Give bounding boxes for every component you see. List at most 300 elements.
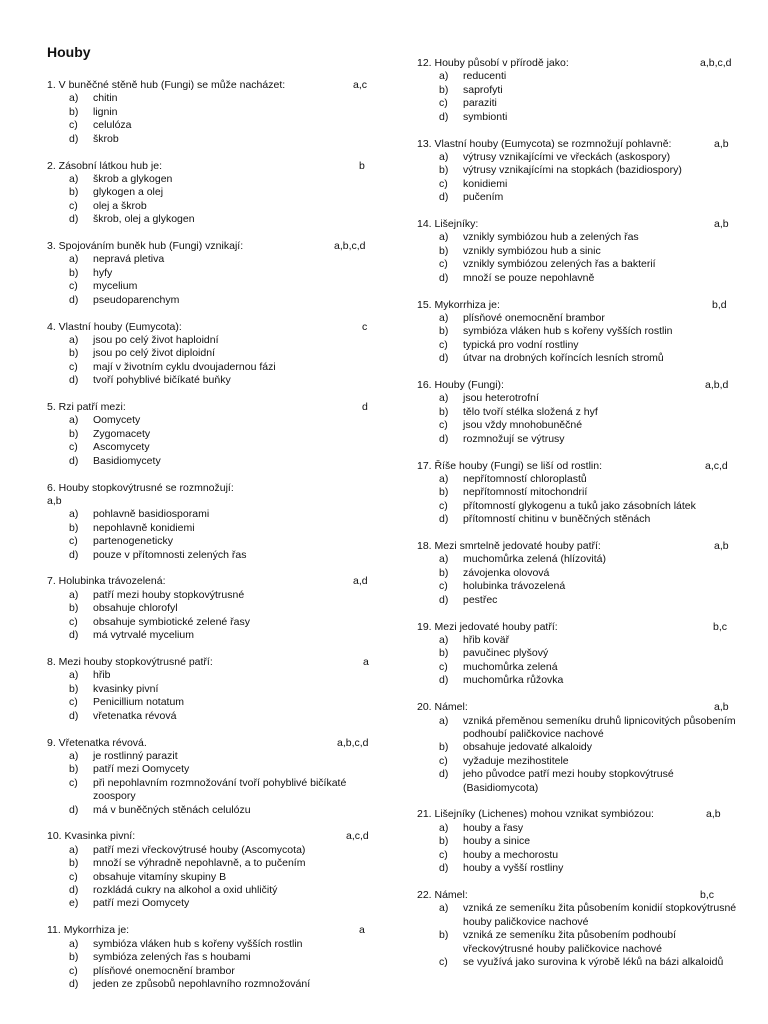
question-label: 22. Námel: — [417, 888, 468, 901]
option-item — [47, 804, 372, 817]
question-text — [417, 621, 747, 634]
answer-key: c — [362, 320, 368, 333]
option-text: se využívá jako surovina k výrobě léků na bázi alkaloidů — [463, 955, 724, 968]
option-letter: b) — [439, 164, 449, 177]
option-text: mají v životním cyklu dvoujadernou fázi — [93, 360, 276, 373]
option-letter: c) — [69, 199, 78, 212]
option-text: patří mezi houby stopkovýtrusné — [93, 588, 245, 601]
option-text: vřetenatka révová — [93, 709, 177, 722]
option-letter: d) — [439, 271, 449, 284]
option-item — [417, 111, 747, 124]
option-text: Penicillium notatum — [93, 696, 185, 709]
option-text: rozkládá cukry na alkohol a oxid uhličitý — [93, 884, 278, 897]
option-letter: c) — [69, 360, 78, 373]
option-text: škrob, olej a glykogen — [93, 213, 195, 226]
option-item — [417, 419, 747, 432]
option-letter: b) — [439, 929, 449, 942]
question-text — [47, 401, 372, 414]
option-letter: a) — [439, 150, 449, 163]
question-text — [417, 540, 747, 553]
option-letter: c) — [69, 696, 78, 709]
answer-key: a,c — [353, 79, 368, 91]
option-text: pouze v přítomnosti zelených řas — [93, 548, 247, 561]
option-item — [47, 441, 372, 454]
option-text: pučením — [463, 191, 504, 204]
option-letter: d) — [439, 862, 449, 875]
option-item — [417, 567, 747, 580]
option-letter: a) — [439, 70, 449, 83]
option-letter: c) — [439, 955, 448, 968]
question-label: 3. Spojováním buněk hub (Fungi) vznikají: — [47, 240, 244, 253]
option-text: vzniká přeměnou semeníku druhů lipnicovitých působením podhoubí paličkovice nachové — [463, 714, 736, 740]
option-item — [417, 392, 747, 405]
option-letter: c) — [439, 660, 448, 673]
option-text: kvasinky pivní — [93, 682, 159, 695]
option-item — [417, 84, 747, 97]
option-item — [47, 428, 372, 441]
option-text: jeden ze způsobů nepohlavního rozmnožování — [93, 977, 311, 990]
question-label: 15. Mykorrhiza je: — [417, 298, 500, 311]
question-label: 20. Námel: — [417, 701, 468, 714]
option-letter: b) — [69, 427, 79, 440]
option-letter: c) — [439, 754, 448, 767]
option-letter: d) — [69, 293, 79, 306]
option-item — [47, 280, 372, 293]
option-text: obsahuje jedovaté alkaloidy — [463, 741, 593, 754]
option-item — [47, 267, 372, 280]
option-item — [417, 339, 747, 352]
option-letter: a) — [69, 843, 79, 856]
option-letter: a) — [69, 508, 79, 521]
option-item — [47, 535, 372, 548]
option-text: vyžaduje mezihostitele — [463, 754, 569, 767]
option-text: muchomůrka zelená (hlízovitá) — [463, 553, 606, 566]
answer-key: a — [359, 924, 365, 937]
option-item — [417, 500, 747, 513]
option-letter: b) — [69, 602, 79, 615]
answer-key: a,b — [714, 701, 729, 714]
option-text: přítomností glykogenu a tuků jako zásobních látek — [463, 499, 696, 512]
option-text: partenogeneticky — [93, 535, 173, 548]
option-letter: c) — [439, 97, 448, 110]
option-text: jsou po celý život diploidní — [93, 347, 215, 360]
option-item — [47, 897, 372, 910]
option-text: patří mezi Oomycety — [93, 763, 190, 776]
option-item — [417, 486, 747, 499]
option-text: útvar na drobných koříncích lesních stromů — [463, 352, 664, 365]
option-item — [47, 92, 372, 105]
option-text: škrob a glykogen — [93, 172, 173, 185]
option-letter: a) — [439, 311, 449, 324]
option-text: konidiemi — [463, 177, 508, 190]
option-letter: d) — [69, 977, 79, 990]
option-item — [417, 580, 747, 593]
option-item — [417, 715, 747, 742]
option-letter: b) — [439, 647, 449, 660]
option-letter: a) — [69, 588, 79, 601]
option-item — [47, 361, 372, 374]
option-item — [47, 173, 372, 186]
question-text — [417, 889, 747, 902]
option-text: jsou po celý život haploidní — [93, 333, 219, 346]
option-letter: c) — [439, 338, 448, 351]
option-item — [47, 696, 372, 709]
question-text — [47, 924, 372, 937]
option-text: vznikly symbiózou hub a zelených řas — [463, 231, 639, 244]
option-item — [47, 200, 372, 213]
option-text: symbionti — [463, 110, 508, 123]
question-label: 10. Kvasinka pivní: — [47, 830, 136, 843]
option-text: přítomností chitinu v buněčných stěnách — [463, 513, 651, 526]
question-block — [47, 482, 372, 562]
answer-key: a,b — [706, 808, 721, 821]
option-text: nepřítomností chloroplastů — [463, 472, 587, 485]
option-text: houby a řasy — [463, 821, 524, 834]
option-item — [417, 513, 747, 526]
option-text: množí se pouze nepohlavně — [463, 271, 595, 284]
option-item — [47, 777, 372, 804]
option-text: vznikly symbiózou hub a sinic — [463, 244, 601, 257]
option-text: symbióza vláken hub s kořeny vyšších rostlin — [93, 937, 303, 950]
option-letter: a) — [439, 634, 449, 646]
option-text: muchomůrka růžovka — [463, 674, 564, 687]
question-block — [417, 379, 747, 446]
option-item — [47, 938, 372, 951]
question-block — [417, 218, 747, 285]
option-item — [417, 245, 747, 258]
option-letter: a) — [439, 553, 449, 566]
option-text: obsahuje symbiotické zelené řasy — [93, 615, 250, 628]
answer-key: a,b — [714, 137, 729, 150]
option-item — [47, 669, 372, 682]
option-letter: c) — [69, 441, 78, 454]
question-block — [417, 540, 747, 607]
option-letter: a) — [69, 333, 79, 346]
option-letter: a) — [439, 472, 449, 485]
question-label: 9. Vřetenatka révová. — [47, 736, 147, 749]
option-text: hřib — [93, 669, 111, 682]
question-block — [417, 460, 747, 527]
option-item — [47, 253, 372, 266]
answer-key: b,c — [713, 620, 728, 633]
question-text — [47, 656, 372, 669]
question-text — [47, 79, 372, 92]
option-item — [47, 213, 372, 226]
option-item — [417, 822, 747, 835]
option-item — [417, 178, 747, 191]
option-item — [417, 929, 747, 956]
option-text: typická pro vodní rostliny — [463, 338, 579, 351]
question-block — [47, 321, 372, 388]
answer-key: a,b,d — [705, 379, 729, 392]
option-letter: b) — [439, 83, 449, 96]
answer-key: a,b,c,d — [334, 240, 366, 253]
option-letter: c) — [69, 119, 78, 132]
option-item — [417, 647, 747, 660]
option-letter: b) — [69, 105, 79, 118]
option-letter: b) — [69, 347, 79, 360]
option-item — [417, 151, 747, 164]
option-letter: b) — [69, 682, 79, 695]
option-item — [417, 406, 747, 419]
option-item — [417, 661, 747, 674]
option-text: obsahuje chlorofyl — [93, 602, 178, 615]
option-letter: a) — [439, 392, 449, 405]
question-text — [417, 218, 747, 231]
option-text: tvoří pohyblivé bičíkaté buňky — [93, 374, 231, 387]
option-text: vzniká ze semeníku žita působením konidií stopkovýtrusné houby paličkovice nachové — [463, 902, 737, 928]
question-label: 8. Mezi houby stopkovýtrusné patří: — [47, 656, 213, 668]
question-text — [417, 138, 747, 151]
option-item — [47, 965, 372, 978]
option-letter: c) — [439, 848, 448, 861]
option-letter: d) — [439, 593, 449, 606]
option-letter: d) — [439, 110, 449, 123]
option-item — [417, 231, 747, 244]
option-text: Zygomacety — [93, 427, 151, 440]
option-letter: c) — [439, 258, 448, 271]
option-item — [47, 884, 372, 897]
option-item — [417, 325, 747, 338]
option-letter: b) — [439, 244, 449, 257]
option-letter: a) — [439, 714, 449, 727]
option-text: při nepohlavním rozmnožování tvoří pohyblivé bičíkaté zoospory — [93, 776, 347, 803]
option-letter: b) — [439, 405, 449, 418]
option-letter: a) — [439, 821, 449, 834]
option-item — [47, 294, 372, 307]
answer-key: b — [359, 159, 365, 172]
option-item — [47, 871, 372, 884]
option-text: houby a mechorostu — [463, 848, 559, 861]
option-text: muchomůrka zelená — [463, 660, 558, 673]
option-text: reducenti — [463, 70, 507, 83]
option-text: Ascomycety — [93, 441, 150, 454]
question-block — [47, 575, 372, 642]
option-item — [47, 414, 372, 427]
option-item — [47, 602, 372, 615]
question-block — [47, 656, 372, 723]
option-item — [47, 334, 372, 347]
option-item — [417, 849, 747, 862]
answer-key: a,b — [47, 494, 62, 507]
answer-key: b,c — [700, 888, 715, 901]
option-item — [47, 522, 372, 535]
option-item — [417, 594, 747, 607]
option-item — [47, 347, 372, 360]
option-item — [417, 272, 747, 285]
question-label: 6. Houby stopkovýtrusné se rozmnožují: — [47, 481, 234, 494]
option-text: je rostlinný parazit — [93, 749, 178, 762]
option-item — [47, 763, 372, 776]
option-text: saprofyti — [463, 83, 503, 96]
option-item — [417, 312, 747, 325]
option-text: paraziti — [463, 97, 497, 110]
option-letter: a) — [69, 253, 79, 266]
option-letter: c) — [439, 177, 448, 190]
option-letter: c) — [69, 776, 78, 789]
option-letter: c) — [439, 499, 448, 512]
option-text: jsou vždy mnohobuněčné — [463, 419, 583, 432]
answer-key: a,c,d — [705, 459, 728, 472]
option-item — [417, 164, 747, 177]
right-column — [417, 57, 747, 983]
option-item — [47, 374, 372, 387]
question-label: 14. Lišejníky: — [417, 218, 479, 231]
option-item — [47, 589, 372, 602]
option-item — [417, 835, 747, 848]
option-item — [47, 844, 372, 857]
option-text: rozmnožují se výtrusy — [463, 432, 565, 445]
option-letter: a) — [69, 414, 79, 427]
question-label: 17. Říše houby (Fungi) se liší od rostlin: — [417, 459, 603, 472]
option-text: lignin — [93, 105, 118, 118]
option-text: celulóza — [93, 119, 132, 132]
option-item — [47, 119, 372, 132]
answer-key: a,c,d — [346, 830, 369, 843]
option-letter: d) — [69, 803, 79, 816]
question-text — [417, 299, 747, 312]
option-text: množí se výhradně nepohlavně, a to pučením — [93, 857, 306, 870]
option-letter: b) — [69, 521, 79, 534]
option-text: jsou heterotrofní — [463, 392, 539, 405]
question-block — [417, 808, 747, 875]
option-letter: d) — [69, 548, 79, 561]
answer-key: a,b — [714, 540, 729, 553]
option-item — [417, 634, 747, 647]
option-text: pohlavně basidiosporami — [93, 508, 210, 521]
question-text — [417, 808, 747, 821]
option-text: jeho původce patří mezi houby stopkovýtrusé (Basidiomycota) — [463, 768, 674, 794]
option-item — [417, 956, 747, 969]
question-text — [417, 57, 747, 70]
option-letter: b) — [69, 266, 79, 279]
option-item — [417, 70, 747, 83]
option-item — [417, 755, 747, 768]
question-text — [47, 575, 372, 588]
option-letter: d) — [69, 132, 79, 145]
option-item — [417, 258, 747, 271]
question-block — [47, 401, 372, 468]
option-text: vznikly symbiózou zelených řas a bakterií — [463, 258, 656, 271]
left-column — [47, 79, 372, 1005]
option-letter: c) — [69, 280, 78, 293]
question-label: 7. Holubinka trávozelená: — [47, 575, 166, 588]
answer-key: a,b,c,d — [337, 736, 369, 749]
option-item — [417, 862, 747, 875]
page-title: Houby — [47, 44, 91, 60]
option-item — [417, 352, 747, 365]
option-text: patří mezi Oomycety — [93, 897, 190, 910]
option-letter: d) — [69, 884, 79, 897]
answer-key: d — [362, 401, 368, 414]
option-letter: c) — [439, 580, 448, 593]
option-text: Oomycety — [93, 414, 141, 427]
option-item — [417, 473, 747, 486]
option-letter: b) — [439, 741, 449, 754]
option-letter: c) — [439, 419, 448, 432]
option-text: symbióza vláken hub s kořeny vyšších rostlin — [463, 325, 673, 338]
option-letter: d) — [439, 432, 449, 445]
question-block — [47, 160, 372, 227]
option-text: houby a vyšší rostliny — [463, 862, 564, 875]
option-letter: e) — [69, 897, 79, 910]
option-letter: a) — [69, 92, 79, 105]
option-item — [47, 951, 372, 964]
option-item — [47, 710, 372, 723]
option-item — [47, 549, 372, 562]
option-text: hyfy — [93, 266, 113, 279]
option-letter: c) — [69, 535, 78, 548]
question-label: 2. Zásobní látkou hub je: — [47, 159, 162, 172]
option-item — [417, 97, 747, 110]
option-text: tělo tvoří stélka složená z hyf — [463, 405, 598, 418]
option-text: plísňové onemocnění brambor — [463, 311, 605, 324]
option-letter: b) — [439, 835, 449, 848]
question-block — [47, 240, 372, 307]
option-item — [47, 750, 372, 763]
option-item — [417, 902, 747, 929]
option-letter: d) — [69, 454, 79, 467]
option-item — [47, 106, 372, 119]
option-item — [417, 191, 747, 204]
option-item — [47, 616, 372, 629]
option-text: výtrusy vznikajícími na stopkách (bazidiospory) — [463, 164, 682, 177]
option-text: chitin — [93, 92, 118, 105]
question-block — [417, 889, 747, 969]
question-text — [417, 701, 747, 714]
question-text — [47, 240, 372, 253]
option-letter: c) — [69, 870, 78, 883]
option-text: glykogen a olej — [93, 186, 164, 199]
option-text: nepřítomností mitochondrií — [463, 486, 588, 499]
question-block — [417, 138, 747, 205]
question-label: 16. Houby (Fungi): — [417, 379, 504, 392]
question-text — [47, 737, 372, 750]
option-letter: b) — [69, 857, 79, 870]
option-text: nepravá pletiva — [93, 253, 165, 266]
option-letter: d) — [439, 191, 449, 204]
option-item — [47, 186, 372, 199]
option-text: olej a škrob — [93, 199, 147, 212]
option-text: Basidiomycety — [93, 454, 161, 467]
option-letter: a) — [69, 669, 79, 682]
question-block — [47, 79, 372, 146]
option-letter: b) — [439, 486, 449, 499]
option-item — [47, 978, 372, 991]
option-text: pavučinec plyšový — [463, 647, 549, 660]
option-text: hřib koväř — [463, 634, 510, 646]
option-letter: d) — [439, 513, 449, 526]
option-text: houby a sinice — [463, 835, 531, 848]
question-label: 4. Vlastní houby (Eumycota): — [47, 320, 182, 333]
question-text — [417, 379, 747, 392]
question-block — [47, 924, 372, 991]
question-label: 13. Vlastní houby (Eumycota) se rozmnožují pohlavně: — [417, 137, 672, 150]
question-label: 18. Mezi smrtelně jedovaté houby patří: — [417, 540, 601, 553]
option-item — [47, 455, 372, 468]
option-item — [47, 508, 372, 521]
option-letter: a) — [69, 749, 79, 762]
option-text: výtrusy vznikajícími ve vřeckách (askospory) — [463, 150, 671, 163]
option-letter: d) — [439, 674, 449, 687]
option-text: obsahuje vitamíny skupiny B — [93, 870, 227, 883]
question-text — [47, 830, 372, 843]
option-letter: b) — [439, 566, 449, 579]
option-letter: b) — [69, 763, 79, 776]
option-item — [417, 741, 747, 754]
question-label: 5. Rzi patří mezi: — [47, 401, 126, 414]
option-text: symbióza zelených řas s houbami — [93, 951, 251, 964]
